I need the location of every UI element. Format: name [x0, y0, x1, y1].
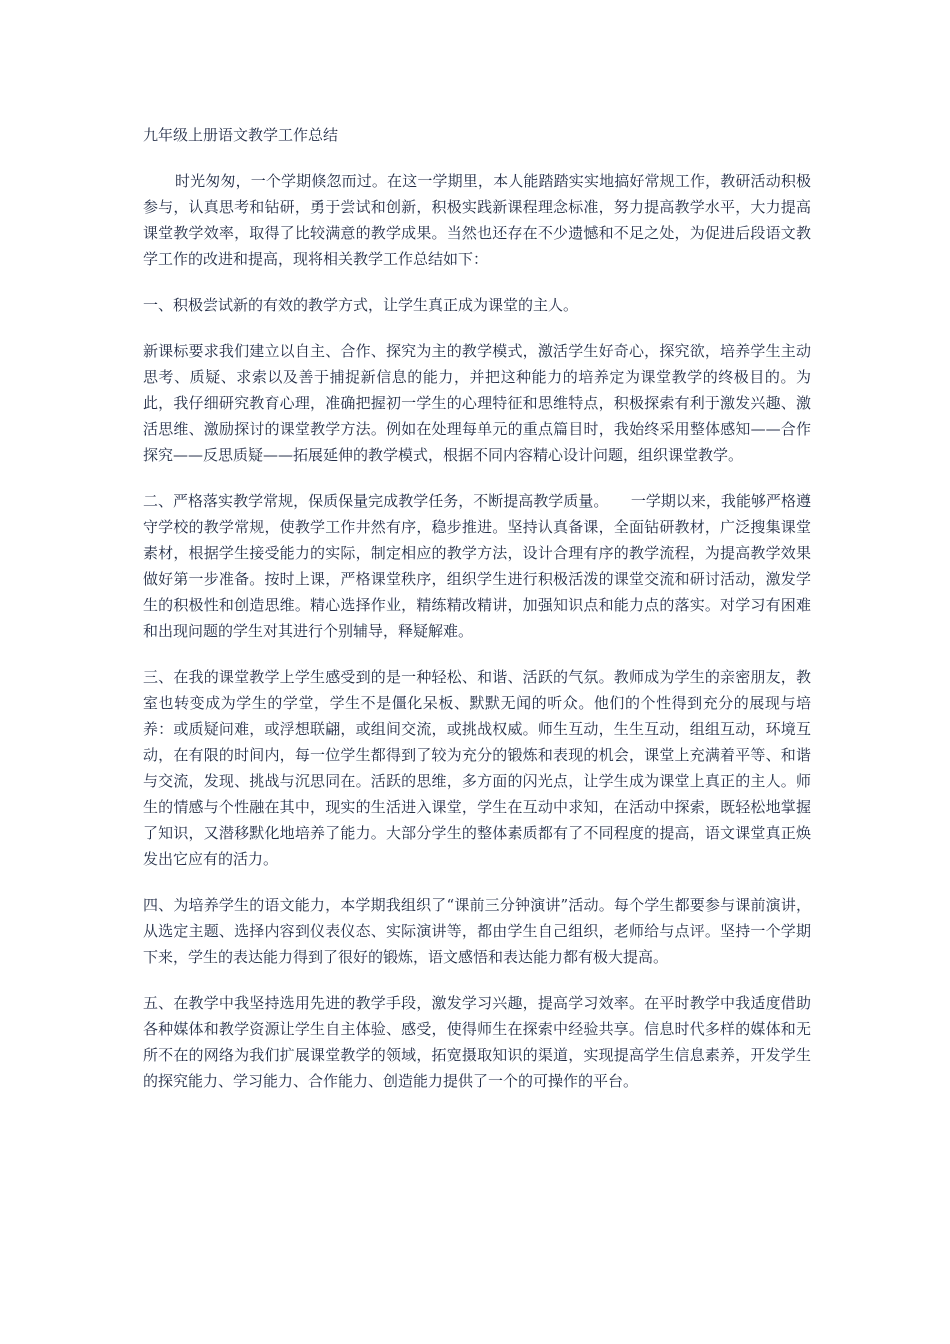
document-title: 九年级上册语文教学工作总结 [143, 126, 339, 144]
document-page [143, 122, 811, 1114]
section-3-paragraph: 三、在我的课堂教学上学生感受到的是一种轻松、和谐、活跃的气氛。教师成为学生的亲密朋友，教室也转变成为学生的学堂，学生不是僵化呆板、默默无闻的听众。他们的个性得到充分的展现与培养：或质疑问难，或浮想联翩，或组间交流，或挑战权威。师生互动，生生互动，组组互动，环境互动，在有限的时间内，每一位学生都得到了较为充分的锻炼和表现的机会，课堂上充满着平等、和谐与交流，发现、挑战与沉思同在。活跃的思维，多方面的闪光点，让学生成为课堂上真正的主人。师生的情感与个性融在其中，现实的生活进入课堂，学生在互动中求知，在活动中探索，既轻松地掌握了知识，又潜移默化地培养了能力。大部分学生的整体素质都有了不同程度的提高，语文课堂真正焕发出它应有的活力。 [143, 668, 811, 868]
intro-paragraph: 时光匆匆，一个学期倏忽而过。在这一学期里，本人能踏踏实实地搞好常规工作，教研活动积极参与，认真思考和钻研，勇于尝试和创新，积极实践新课程理念标准，努力提高教学水平，大力提高课堂教学效率，取得了比较满意的教学成果。当然也还存在不少遗憾和不足之处，为促进后段语文教学工作的改进和提高，现将相关教学工作总结如下： [143, 172, 811, 268]
section-1-body: 新课标要求我们建立以自主、合作、探究为主的教学模式，激活学生好奇心，探究欲，培养学生主动思考、质疑、求索以及善于捕捉新信息的能力，并把这种能力的培养定为课堂教学的终极目的。为此，我仔细研究教育心理，准确把握初一学生的心理特征和思维特点，积极探索有利于激发兴趣、激活思维、激励探讨的课堂教学方法。例如在处理每单元的重点篇目时，我始终采用整体感知——合作探究——反思质疑——拓展延伸的教学模式，根据不同内容精心设计问题，组织课堂教学。 [143, 342, 811, 464]
section-1-heading: 一、积极尝试新的有效的教学方式，让学生真正成为课堂的主人。 [143, 296, 579, 314]
section-2-paragraph: 二、严格落实教学常规，保质保量完成教学任务，不断提高教学质量。 一学期以来，我能够严格遵守学校的教学常规，使教学工作井然有序，稳步推进。坚持认真备课，全面钻研教材，广泛搜集课堂素材，根据学生接受能力的实际，制定相应的教学方法，设计合理有序的教学流程，为提高教学效果做好第一步准备。按时上课，严格课堂秩序，组织学生进行积极活泼的课堂交流和研讨活动，激发学生的积极性和创造思维。精心选择作业，精练精改精讲，加强知识点和能力点的落实。对学习有困难和出现问题的学生对其进行个别辅导，释疑解难。 [143, 492, 811, 640]
section-5-paragraph: 五、在教学中我坚持选用先进的教学手段，激发学习兴趣，提高学习效率。在平时教学中我适度借助各种媒体和教学资源让学生自主体验、感受，使得师生在探索中经验共享。信息时代多样的媒体和无所不在的网络为我们扩展课堂教学的领域，拓宽摄取知识的渠道，实现提高学生信息素养，开发学生的探究能力、学习能力、合作能力、创造能力提供了一个的可操作的平台。 [143, 994, 811, 1090]
section-4-paragraph: 四、为培养学生的语文能力，本学期我组织了“课前三分钟演讲”活动。每个学生都要参与课前演讲，从选定主题、选择内容到仪表仪态、实际演讲等，都由学生自己组织，老师给与点评。坚持一个学期下来，学生的表达能力得到了很好的锻炼，语文感悟和表达能力都有极大提高。 [143, 896, 811, 966]
